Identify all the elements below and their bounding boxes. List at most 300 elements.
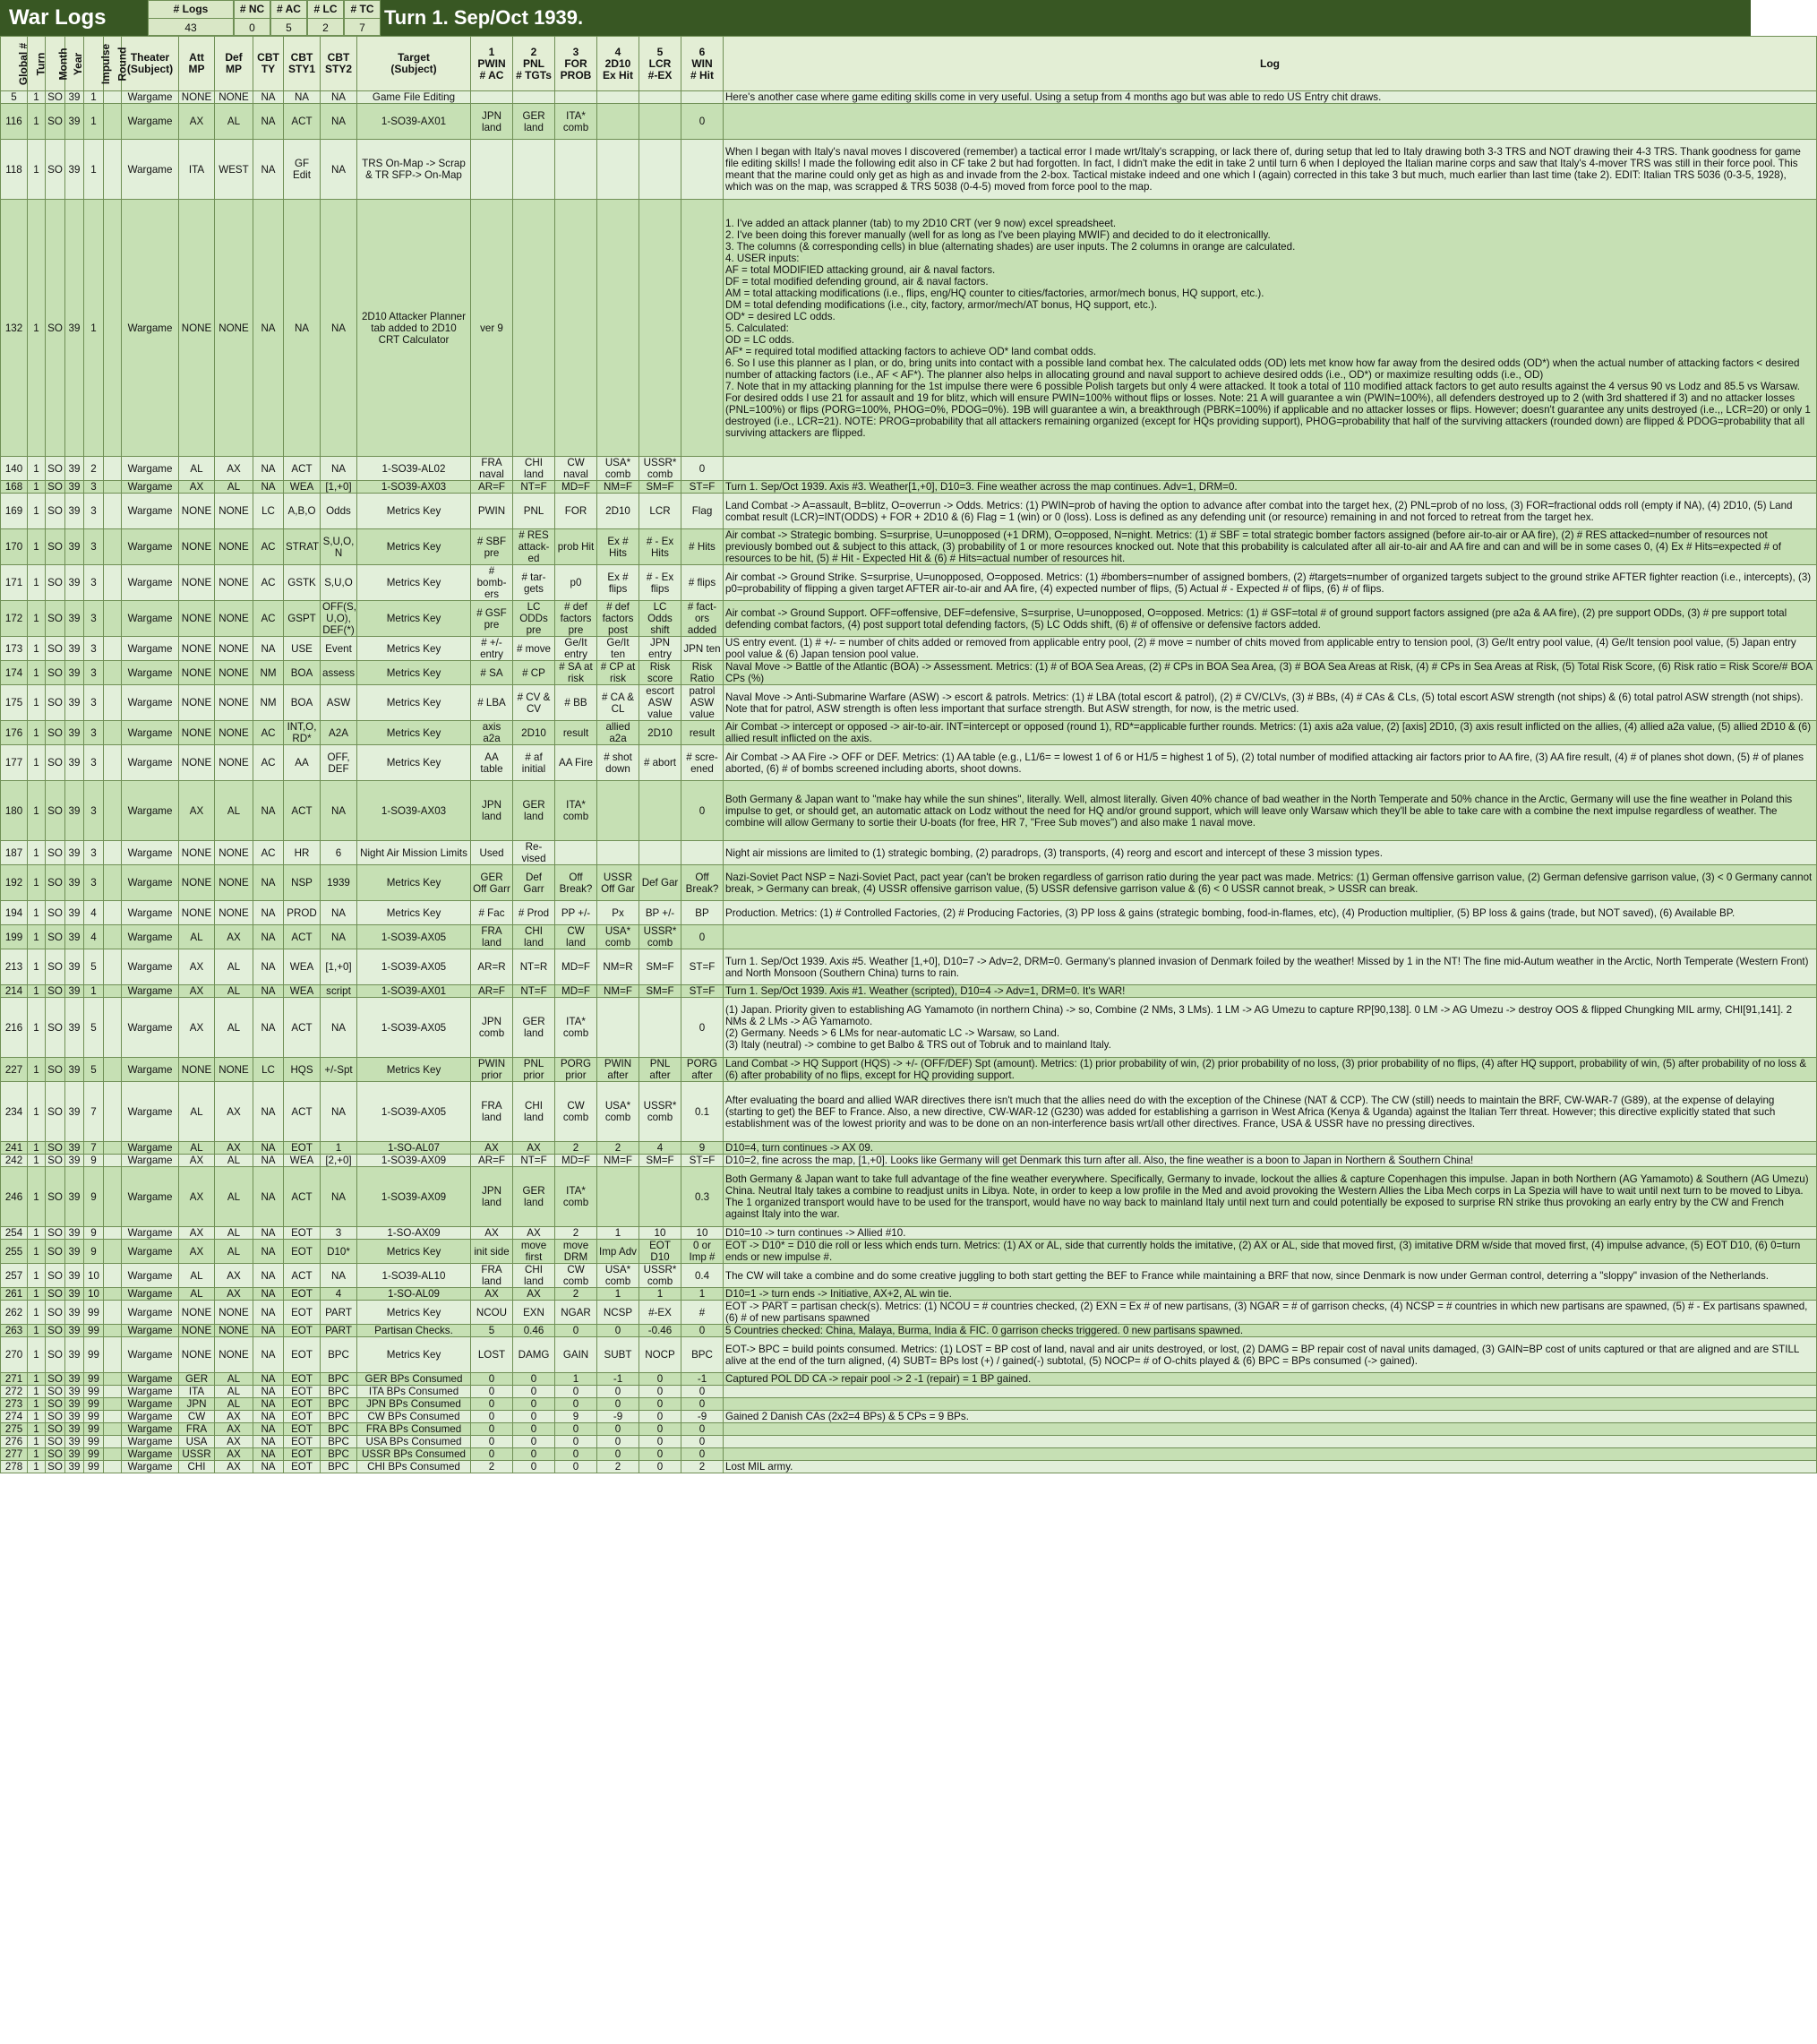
global-num[interactable]: 174 <box>1 661 28 685</box>
month[interactable]: SO <box>46 1448 65 1461</box>
metric-1[interactable]: # SA <box>471 661 513 685</box>
att-mp[interactable]: AL <box>179 1264 215 1288</box>
log-text[interactable]: (1) Japan. Priority given to establishing AG Yamamoto (in northern China) -> so, Combine (2 NMs, 3 LMs). 1 LM -> AG Umezu to capture RP[90,138]. 0 LM -> AG Umezu -> destroy OOS & flipped Chungking MIL army, CHI[91,141]. 2 NMs & 2 LMs -> AG Yamamoto. (2) Germany. Needs > 6 LMs for near-automatic LC -> Warsaw, so Land. (3) Italy (neutral) -> combine to get Balbo & TRS out of Tobruk and to mainland Italy. <box>724 998 1817 1058</box>
cbt-sty1[interactable]: EOT <box>284 1325 321 1337</box>
month[interactable]: SO <box>46 565 65 601</box>
year[interactable]: 39 <box>65 637 84 661</box>
att-mp[interactable]: NONE <box>179 1325 215 1337</box>
global-num[interactable]: 169 <box>1 494 28 529</box>
year[interactable]: 39 <box>65 1142 84 1155</box>
impulse[interactable]: 1 <box>84 140 104 200</box>
log-text[interactable] <box>724 457 1817 481</box>
turn[interactable]: 1 <box>28 1337 46 1373</box>
metric-1[interactable]: axis a2a <box>471 721 513 745</box>
metric-2[interactable]: PNL prior <box>513 1058 555 1082</box>
metric-3[interactable]: ITA* comb <box>555 781 597 841</box>
metric-3[interactable]: MD=F <box>555 1155 597 1167</box>
metric-1[interactable]: GER Off Garr <box>471 865 513 901</box>
turn[interactable]: 1 <box>28 1325 46 1337</box>
cbt-sty2[interactable]: A2A <box>321 721 357 745</box>
cbt-sty1[interactable]: ACT <box>284 1082 321 1142</box>
round[interactable] <box>104 1167 122 1227</box>
turn[interactable]: 1 <box>28 494 46 529</box>
global-num[interactable]: 132 <box>1 200 28 457</box>
metric-1[interactable]: 0 <box>471 1411 513 1423</box>
metric-3[interactable]: 0 <box>555 1325 597 1337</box>
month[interactable]: SO <box>46 601 65 637</box>
impulse[interactable]: 3 <box>84 481 104 494</box>
metric-6[interactable]: # Hits <box>681 529 724 565</box>
impulse[interactable]: 9 <box>84 1227 104 1240</box>
turn[interactable]: 1 <box>28 949 46 985</box>
month[interactable]: SO <box>46 1386 65 1398</box>
round[interactable] <box>104 661 122 685</box>
metric-4[interactable] <box>597 140 639 200</box>
def-mp[interactable]: NONE <box>215 841 253 865</box>
impulse[interactable]: 3 <box>84 781 104 841</box>
target[interactable]: USA BPs Consumed <box>357 1436 471 1448</box>
year[interactable]: 39 <box>65 1155 84 1167</box>
metric-5[interactable]: 2D10 <box>639 721 681 745</box>
metric-5[interactable]: 4 <box>639 1142 681 1155</box>
log-text[interactable]: Air combat -> Ground Support. OFF=offensive, DEF=defensive, S=surprise, U=unopposed, O=opposed. Metrics: (1) # GSF=total # of ground support factors assigned (pre a2a & AA fire), (2) pre support ODDs, (3) # pre support total defending combat factors, (4) post support total defending factors, (5) LC Odds shift, (6) # of offensive or defensive factors added. <box>724 601 1817 637</box>
metric-4[interactable]: # def factors post <box>597 601 639 637</box>
global-num[interactable]: 271 <box>1 1373 28 1386</box>
impulse[interactable]: 4 <box>84 925 104 949</box>
target[interactable]: 1-SO-AL09 <box>357 1288 471 1301</box>
table-row[interactable] <box>1 925 1817 949</box>
metric-6[interactable]: 1 <box>681 1288 724 1301</box>
impulse[interactable]: 5 <box>84 998 104 1058</box>
metric-1[interactable]: # Fac <box>471 901 513 925</box>
turn[interactable]: 1 <box>28 200 46 457</box>
theater[interactable]: Wargame <box>122 637 179 661</box>
table-row[interactable] <box>1 1082 1817 1142</box>
round[interactable] <box>104 1142 122 1155</box>
cbt-sty1[interactable]: EOT <box>284 1461 321 1473</box>
metric-3[interactable]: prob Hit <box>555 529 597 565</box>
impulse[interactable]: 1 <box>84 985 104 998</box>
global-num[interactable]: 199 <box>1 925 28 949</box>
log-text[interactable] <box>724 1448 1817 1461</box>
metric-1[interactable]: 0 <box>471 1448 513 1461</box>
cbt-ty[interactable]: NA <box>253 1240 284 1264</box>
theater[interactable]: Wargame <box>122 457 179 481</box>
global-num[interactable]: 262 <box>1 1301 28 1325</box>
metric-5[interactable]: Risk score <box>639 661 681 685</box>
metric-3[interactable]: 0 <box>555 1448 597 1461</box>
def-mp[interactable]: AL <box>215 949 253 985</box>
metric-4[interactable]: 2 <box>597 1142 639 1155</box>
metric-3[interactable]: PP +/- <box>555 901 597 925</box>
metric-3[interactable]: 0 <box>555 1398 597 1411</box>
att-mp[interactable]: NONE <box>179 565 215 601</box>
metric-6[interactable]: Risk Ratio <box>681 661 724 685</box>
cbt-ty[interactable]: NA <box>253 1082 284 1142</box>
att-mp[interactable]: ITA <box>179 140 215 200</box>
global-num[interactable]: 234 <box>1 1082 28 1142</box>
metric-5[interactable]: USSR* comb <box>639 925 681 949</box>
turn[interactable]: 1 <box>28 1264 46 1288</box>
round[interactable] <box>104 841 122 865</box>
table-row[interactable] <box>1 1398 1817 1411</box>
metric-6[interactable]: 0.4 <box>681 1264 724 1288</box>
target[interactable]: Metrics Key <box>357 685 471 721</box>
metric-1[interactable]: # +/- entry <box>471 637 513 661</box>
metric-2[interactable]: PNL <box>513 494 555 529</box>
metric-5[interactable]: USSR* comb <box>639 457 681 481</box>
cbt-sty2[interactable]: NA <box>321 781 357 841</box>
cbt-ty[interactable]: NA <box>253 1373 284 1386</box>
log-text[interactable]: Naval Move -> Anti-Submarine Warfare (ASW) -> escort & patrols. Metrics: (1) # LBA (total escort & patrol), (2) # CV/CLVs, (3) # BBs, (4) # CAs & CLs, (5) total escort ASW strength (not ships) & (6) total patrol ASW strength (not ships). Note that for patrol, ASW strength is often less important that surface strength. But ASW strength, for now, is the metric used. <box>724 685 1817 721</box>
table-row[interactable] <box>1 565 1817 601</box>
metric-6[interactable]: 0 <box>681 1325 724 1337</box>
log-text[interactable]: When I began with Italy's naval moves I discovered (remember) a tactical error I made wrt/Italy's scrapping, or lack there of, during setup that led to Italy drawing both 3-3 TRS and NOT drawing their 4-3 TRS. Thank goodness for game file editing skills! I made the following edit also in CF take 2 but had forgotten. In fact, I didn't make the edit in take 2 until turn 6 when I deployed the Italian marine corps and saw that Italy's 4-mover TRS was still in their force pool. This meant that the marine could only get as high as and invade from the 2-box. Tactical mistake indeed and one which I (again) corrected in this take 3 but much, much earlier than last time (take 2). EDIT: Italian TRS 5036 (0-3-5, 1928), which was on the map, was scrapped & TRS 5038 (0-4-5) moved from force pool to the map. <box>724 140 1817 200</box>
att-mp[interactable]: AX <box>179 1167 215 1227</box>
metric-4[interactable] <box>597 841 639 865</box>
impulse[interactable]: 3 <box>84 494 104 529</box>
metric-6[interactable]: ST=F <box>681 985 724 998</box>
global-num[interactable]: 270 <box>1 1337 28 1373</box>
month[interactable]: SO <box>46 1167 65 1227</box>
metric-4[interactable]: 1 <box>597 1288 639 1301</box>
col-header[interactable]: Turn <box>28 37 46 91</box>
metric-3[interactable] <box>555 91 597 104</box>
theater[interactable]: Wargame <box>122 529 179 565</box>
def-mp[interactable]: AX <box>215 1423 253 1436</box>
table-row[interactable] <box>1 494 1817 529</box>
cbt-sty2[interactable]: OFF, DEF <box>321 745 357 781</box>
metric-2[interactable]: AX <box>513 1227 555 1240</box>
metric-4[interactable]: 0 <box>597 1423 639 1436</box>
theater[interactable]: Wargame <box>122 565 179 601</box>
round[interactable] <box>104 865 122 901</box>
cbt-sty2[interactable]: [1,+0] <box>321 949 357 985</box>
cbt-sty1[interactable]: INT,O, RD* <box>284 721 321 745</box>
att-mp[interactable]: AX <box>179 998 215 1058</box>
cbt-sty2[interactable]: NA <box>321 104 357 140</box>
impulse[interactable]: 99 <box>84 1301 104 1325</box>
impulse[interactable]: 5 <box>84 949 104 985</box>
cbt-ty[interactable]: NA <box>253 1398 284 1411</box>
log-text[interactable]: Air Combat -> AA Fire -> OFF or DEF. Metrics: (1) AA table (e.g., L1/6= = lowest 1 of 6 or H1/5 = highest 1 of 5), (2) total number of modified attacking air factors prior to AA fire, (3) AA fire result, (4) # of planes shot down, (5) # of planes aborted, (6) # of bombs screened including aborts, shoot downs. <box>724 745 1817 781</box>
cbt-sty1[interactable]: NA <box>284 200 321 457</box>
cbt-ty[interactable]: AC <box>253 529 284 565</box>
global-num[interactable]: 5 <box>1 91 28 104</box>
theater[interactable]: Wargame <box>122 1082 179 1142</box>
cbt-ty[interactable]: NA <box>253 1423 284 1436</box>
month[interactable]: SO <box>46 457 65 481</box>
metric-4[interactable]: USA* comb <box>597 1082 639 1142</box>
cbt-sty1[interactable]: BOA <box>284 661 321 685</box>
global-num[interactable]: 254 <box>1 1227 28 1240</box>
metric-6[interactable]: Off Break? <box>681 865 724 901</box>
metric-2[interactable]: CHI land <box>513 457 555 481</box>
att-mp[interactable]: USA <box>179 1436 215 1448</box>
metric-2[interactable]: LC ODDs pre <box>513 601 555 637</box>
log-text[interactable] <box>724 925 1817 949</box>
year[interactable]: 39 <box>65 998 84 1058</box>
cbt-sty2[interactable]: D10* <box>321 1240 357 1264</box>
target[interactable]: Metrics Key <box>357 494 471 529</box>
month[interactable]: SO <box>46 1155 65 1167</box>
def-mp[interactable]: NONE <box>215 865 253 901</box>
impulse[interactable]: 1 <box>84 200 104 457</box>
metric-1[interactable]: NCOU <box>471 1301 513 1325</box>
cbt-ty[interactable]: AC <box>253 721 284 745</box>
target[interactable]: Metrics Key <box>357 901 471 925</box>
metric-5[interactable]: escort ASW value <box>639 685 681 721</box>
impulse[interactable]: 7 <box>84 1082 104 1142</box>
metric-2[interactable]: CHI land <box>513 925 555 949</box>
cbt-sty2[interactable]: 6 <box>321 841 357 865</box>
turn[interactable]: 1 <box>28 565 46 601</box>
theater[interactable]: Wargame <box>122 1436 179 1448</box>
metric-4[interactable]: 0 <box>597 1325 639 1337</box>
cbt-sty2[interactable]: +/-Spt <box>321 1058 357 1082</box>
round[interactable] <box>104 565 122 601</box>
target[interactable]: Metrics Key <box>357 1240 471 1264</box>
impulse[interactable]: 99 <box>84 1448 104 1461</box>
round[interactable] <box>104 1461 122 1473</box>
global-num[interactable]: 274 <box>1 1411 28 1423</box>
global-num[interactable]: 276 <box>1 1436 28 1448</box>
metric-6[interactable]: # flips <box>681 565 724 601</box>
metric-6[interactable]: 0 <box>681 1398 724 1411</box>
theater[interactable]: Wargame <box>122 1386 179 1398</box>
round[interactable] <box>104 200 122 457</box>
year[interactable]: 39 <box>65 529 84 565</box>
cbt-sty1[interactable]: EOT <box>284 1337 321 1373</box>
def-mp[interactable]: NONE <box>215 901 253 925</box>
month[interactable]: SO <box>46 1227 65 1240</box>
def-mp[interactable]: NONE <box>215 200 253 457</box>
year[interactable]: 39 <box>65 140 84 200</box>
metric-3[interactable]: AA Fire <box>555 745 597 781</box>
turn[interactable]: 1 <box>28 925 46 949</box>
target[interactable]: Metrics Key <box>357 865 471 901</box>
target[interactable]: Metrics Key <box>357 529 471 565</box>
global-num[interactable]: 214 <box>1 985 28 998</box>
target[interactable]: TRS On-Map -> Scrap & TR SFP-> On-Map <box>357 140 471 200</box>
turn[interactable]: 1 <box>28 91 46 104</box>
metric-6[interactable] <box>681 841 724 865</box>
cbt-ty[interactable]: NA <box>253 1411 284 1423</box>
log-text[interactable]: Both Germany & Japan want to take full advantage of the fine weather everywhere. Specifically, Germany to invade, lockout the allies & capture Copenhagen this impulse. Japan in both Northern (AG Yamamoto) & Southern (AG Umezu) China. Neutral Italy takes a combine to readjust units in Libya. Note, in order to keep a low profile in the Med and avoid provoking the Western Allies the Liba Mech corps in La Spezia will have to wait until next turn to be moved to Libya. The 1 organized transport would have to be used for the transport, would have no way back to mainland Italy until next turn and could potentially be exposed to surprise RN strike thus provoking an early entry by the CW and French against Italy into the war. <box>724 1167 1817 1227</box>
col-header[interactable]: Global # <box>1 37 28 91</box>
month[interactable]: SO <box>46 200 65 457</box>
col-header[interactable]: 5 LCR #-EX <box>639 37 681 91</box>
att-mp[interactable]: AX <box>179 1227 215 1240</box>
metric-6[interactable]: 10 <box>681 1227 724 1240</box>
turn[interactable]: 1 <box>28 457 46 481</box>
col-header[interactable]: Impulse <box>84 37 104 91</box>
col-header[interactable]: Def MP <box>215 37 253 91</box>
cbt-sty1[interactable]: GSTK <box>284 565 321 601</box>
global-num[interactable]: 177 <box>1 745 28 781</box>
month[interactable]: SO <box>46 985 65 998</box>
metric-5[interactable] <box>639 200 681 457</box>
round[interactable] <box>104 1386 122 1398</box>
theater[interactable]: Wargame <box>122 1167 179 1227</box>
global-num[interactable]: 213 <box>1 949 28 985</box>
theater[interactable]: Wargame <box>122 1461 179 1473</box>
metric-6[interactable]: 0 <box>681 104 724 140</box>
cbt-ty[interactable]: NA <box>253 1155 284 1167</box>
month[interactable]: SO <box>46 1398 65 1411</box>
table-row[interactable] <box>1 91 1817 104</box>
turn[interactable]: 1 <box>28 1398 46 1411</box>
cbt-sty1[interactable]: EOT <box>284 1240 321 1264</box>
metric-5[interactable]: # abort <box>639 745 681 781</box>
log-text[interactable]: D10=1 -> turn ends -> Initiative, AX+2, AL win tie. <box>724 1288 1817 1301</box>
round[interactable] <box>104 1155 122 1167</box>
metric-5[interactable]: 0 <box>639 1411 681 1423</box>
metric-4[interactable]: NM=F <box>597 985 639 998</box>
month[interactable]: SO <box>46 781 65 841</box>
def-mp[interactable]: AL <box>215 1167 253 1227</box>
col-header[interactable]: 2 PNL # TGTs <box>513 37 555 91</box>
metric-1[interactable]: LOST <box>471 1337 513 1373</box>
theater[interactable]: Wargame <box>122 925 179 949</box>
target[interactable]: USSR BPs Consumed <box>357 1448 471 1461</box>
metric-1[interactable]: 0 <box>471 1373 513 1386</box>
metric-1[interactable]: # LBA <box>471 685 513 721</box>
metric-3[interactable]: FOR <box>555 494 597 529</box>
def-mp[interactable]: NONE <box>215 721 253 745</box>
cbt-sty1[interactable]: EOT <box>284 1227 321 1240</box>
round[interactable] <box>104 104 122 140</box>
log-text[interactable]: Land Combat -> HQ Support (HQS) -> +/- (OFF/DEF) Spt (amount). Metrics: (1) prior probability of win, (2) prior probability of no loss, (3) prior probability of no flips, (4) after HQ support, probability of win, (5) after probability of no loss & (6) after probability of no flips, except for HQ providing support. <box>724 1058 1817 1082</box>
metric-4[interactable]: USSR Off Gar <box>597 865 639 901</box>
metric-2[interactable] <box>513 91 555 104</box>
impulse[interactable]: 1 <box>84 91 104 104</box>
log-text[interactable] <box>724 1398 1817 1411</box>
metric-5[interactable]: Def Gar <box>639 865 681 901</box>
metric-3[interactable]: 2 <box>555 1142 597 1155</box>
metric-5[interactable]: USSR* comb <box>639 1264 681 1288</box>
log-text[interactable]: Production. Metrics: (1) # Controlled Factories, (2) # Producing Factories, (3) PP loss & gains (strategic bombing, food-in-flames, etc), (4) Production multiplier, (5) BP loss & gains (trade, but NOT saved), (6) Available BP. <box>724 901 1817 925</box>
global-num[interactable]: 216 <box>1 998 28 1058</box>
def-mp[interactable]: AL <box>215 1227 253 1240</box>
att-mp[interactable]: CW <box>179 1411 215 1423</box>
def-mp[interactable]: AL <box>215 1398 253 1411</box>
table-row[interactable] <box>1 685 1817 721</box>
metric-5[interactable]: 0 <box>639 1461 681 1473</box>
turn[interactable]: 1 <box>28 1423 46 1436</box>
turn[interactable]: 1 <box>28 1386 46 1398</box>
theater[interactable]: Wargame <box>122 1398 179 1411</box>
turn[interactable]: 1 <box>28 745 46 781</box>
log-text[interactable]: 1. I've added an attack planner (tab) to my 2D10 CRT (ver 9 now) excel spreadsheet. 2. I've been doing this forever manually (well for as long as I've been playing MWIF) and decided to do it electronicallly. 3. The columns (& corresponding cells) in blue (alternating shades) are user inputs. The 2 columns in orange are calculated. 4. USER inputs: AF = total MODIFIED attacking ground, air & naval factors. DF = total modified defending ground, air & naval factors. AM = total attacking modifications (i.e., flips, eng/HQ counter to cities/factories, armor/mech bonus, HQ support, etc.). DM = total defending modifications (i.e., city, factory, armor/mech/AT bonus, HQ support, etc.). OD* = desired LC odds. 5. Calculated: OD = LC odds. AF* = required total modified attacking factors to achieve OD* land combat odds. 6. So I use this planner as I plan, or do, bring units into contact with a possible land combat hex. The calculated odds (OD) lets met know how far away from the desired odds (OD*) when the actual number of attacking factors < desired number of attacking factors (i.e., AF < AF*). The planner also helps in allocating ground and naval support to achieve desired odds (i.e., OD*) or maximize resulting odds (i.e., OD) 7. Note that in my attacking planning for the 1st impulse there were 6 possible Polish targets but only 4 were attacked. It took a total of 110 modified attack factors to get auto results against the 4 versus 90 vs Lodz and 85.5 vs Warsaw. For desired odds I use 21 for assault and 19 for blitz, which will ensure PWIN=100% without flips or losses. Note: 21 A will guarantee a win (PWIN=100%), all defenders destroyed up to 2 (with 3rd shattered if 3) and no attacker losses (PNL=100%) or flips (PORG=100%, PHOG=0%, PDOG=0%). 19B will guarantee a win, a breakthrough (PBRK=100%) if applicable and no attacker losses or flips. However; doesn't guarantee any units destroyed (i.e.,, LCR=20) or only 1 destroyed (i.e., LCR=21). NOTE: PROG=probability that all attackers remaining organized (except for HQs providing support), PHOG=probability that half of the surviving attackers (rounded down) are flipped & PDOG=probability that all surviving attackers are flipped. <box>724 200 1817 457</box>
target[interactable]: FRA BPs Consumed <box>357 1423 471 1436</box>
cbt-sty1[interactable]: A,B,O <box>284 494 321 529</box>
impulse[interactable]: 2 <box>84 457 104 481</box>
table-row[interactable] <box>1 1386 1817 1398</box>
att-mp[interactable]: NONE <box>179 529 215 565</box>
cbt-ty[interactable]: AC <box>253 745 284 781</box>
log-text[interactable] <box>724 1423 1817 1436</box>
metric-1[interactable]: AR=F <box>471 481 513 494</box>
theater[interactable]: Wargame <box>122 1264 179 1288</box>
metric-1[interactable]: Used <box>471 841 513 865</box>
metric-2[interactable]: 0 <box>513 1461 555 1473</box>
target[interactable]: 2D10 Attacker Planner tab added to 2D10 CRT Calculator <box>357 200 471 457</box>
impulse[interactable]: 99 <box>84 1325 104 1337</box>
round[interactable] <box>104 1398 122 1411</box>
metric-3[interactable]: GAIN <box>555 1337 597 1373</box>
log-text[interactable] <box>724 1436 1817 1448</box>
metric-6[interactable]: BP <box>681 901 724 925</box>
cbt-sty2[interactable]: Odds <box>321 494 357 529</box>
metric-5[interactable]: EOT D10 <box>639 1240 681 1264</box>
year[interactable]: 39 <box>65 1082 84 1142</box>
metric-6[interactable]: patrol ASW value <box>681 685 724 721</box>
round[interactable] <box>104 637 122 661</box>
year[interactable]: 39 <box>65 745 84 781</box>
def-mp[interactable]: AL <box>215 1373 253 1386</box>
metric-1[interactable]: 0 <box>471 1423 513 1436</box>
metric-6[interactable]: 9 <box>681 1142 724 1155</box>
att-mp[interactable]: NONE <box>179 1058 215 1082</box>
log-text[interactable]: Lost MIL army. <box>724 1461 1817 1473</box>
metric-6[interactable]: 0 <box>681 1448 724 1461</box>
impulse[interactable]: 3 <box>84 637 104 661</box>
metric-5[interactable] <box>639 104 681 140</box>
att-mp[interactable]: JPN <box>179 1398 215 1411</box>
metric-3[interactable]: # def factors pre <box>555 601 597 637</box>
global-num[interactable]: 241 <box>1 1142 28 1155</box>
log-text[interactable]: US entry event. (1) # +/- = number of chits added or removed from applicable entry pool, (2) # move = number of chits moved from applicable entry to tension pool, (3) Ge/It entry pool value, (4) Ge/It tension pool value, (5) Japan entry pool value & (6) Japan tension pool value. <box>724 637 1817 661</box>
month[interactable]: SO <box>46 91 65 104</box>
impulse[interactable]: 1 <box>84 104 104 140</box>
table-row[interactable] <box>1 901 1817 925</box>
log-text[interactable]: After evaluating the board and allied WAR directives there isn't much that the allies need do with the exception of the Chinese (NAT & CCP). The CW (still) needs to maintain the BRF, CW-WAR-7 (G89), at the expense of delaying (starting to get) the BEF to France. Also, a new directive, CW-WAR-12 (G230) was added for establishing a garrison in West Africa (Kenya & Uganda) against the Italian Terr threat. However; this directive explicitly stated that such establishment was of the lowest priority and was to be done on an non-interference basis wrt/all other directives. France, USA & USSR have no pressing directives. <box>724 1082 1817 1142</box>
att-mp[interactable]: ITA <box>179 1386 215 1398</box>
metric-2[interactable]: NT=F <box>513 1155 555 1167</box>
month[interactable]: SO <box>46 925 65 949</box>
year[interactable]: 39 <box>65 1423 84 1436</box>
metric-4[interactable]: Imp Adv <box>597 1240 639 1264</box>
table-row[interactable] <box>1 140 1817 200</box>
year[interactable]: 39 <box>65 457 84 481</box>
month[interactable]: SO <box>46 901 65 925</box>
cbt-sty2[interactable]: S,U,O <box>321 565 357 601</box>
theater[interactable]: Wargame <box>122 104 179 140</box>
def-mp[interactable]: AX <box>215 457 253 481</box>
impulse[interactable]: 99 <box>84 1386 104 1398</box>
metric-3[interactable] <box>555 841 597 865</box>
cbt-sty2[interactable]: NA <box>321 925 357 949</box>
metric-4[interactable]: USA* comb <box>597 1264 639 1288</box>
metric-6[interactable]: ST=F <box>681 481 724 494</box>
global-num[interactable]: 275 <box>1 1423 28 1436</box>
def-mp[interactable]: NONE <box>215 685 253 721</box>
round[interactable] <box>104 1082 122 1142</box>
table-row[interactable] <box>1 949 1817 985</box>
year[interactable]: 39 <box>65 685 84 721</box>
metric-5[interactable]: # - Ex flips <box>639 565 681 601</box>
theater[interactable]: Wargame <box>122 1227 179 1240</box>
theater[interactable]: Wargame <box>122 721 179 745</box>
table-row[interactable] <box>1 1227 1817 1240</box>
theater[interactable]: Wargame <box>122 1142 179 1155</box>
impulse[interactable]: 99 <box>84 1461 104 1473</box>
table-row[interactable] <box>1 1337 1817 1373</box>
metric-6[interactable]: ST=F <box>681 1155 724 1167</box>
cbt-sty2[interactable]: BPC <box>321 1373 357 1386</box>
round[interactable] <box>104 1227 122 1240</box>
